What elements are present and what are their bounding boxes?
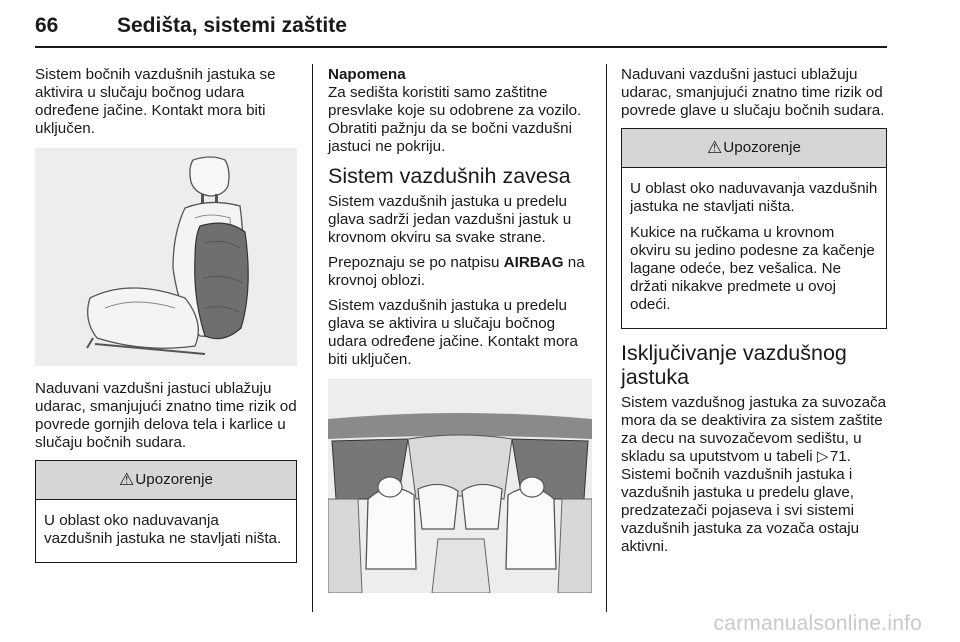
warning-text: U oblast oko naduvavanja vazdušnih jastuka ne stavljati ništa. <box>630 180 878 215</box>
airbag-keyword: AIRBAG <box>503 254 564 271</box>
seat-side-airbag-image <box>35 148 297 366</box>
paragraph: Sistem vazdušnog jastuka za suvozača mora da se deaktivira za sistem zaštite za decu na suvozačevom sedištu, u skladu sa uputstvom u tabeli ▷ 71. Sistemi bočnih vazdušnih jastuka i vazdušnih jastuka u predelu glave, predzatezači pojaseva i svi sistemi vazdušnih jastuka za vozača ostaju aktivni. <box>621 394 887 555</box>
page-reference[interactable]: 71 <box>829 448 847 465</box>
watermark: carmanualsonline.info <box>713 612 922 635</box>
warning-triangle-icon: ⚠ <box>707 138 723 157</box>
column-divider <box>606 64 607 612</box>
column-divider <box>312 64 313 612</box>
section-heading: Sistem vazdušnih zavesa <box>328 164 571 188</box>
warning-text: U oblast oko naduvavanja vazdušnih jastuka ne stavljati ništa. <box>44 512 282 547</box>
warning-body <box>622 168 886 328</box>
paragraph: Naduvani vazdušni jastuci ublažuju udarac, smanjujući znatno time rizik od povrede gornjih delova tela i karlice u slučaju bočnih sudara. <box>35 380 297 451</box>
column-3 <box>621 66 887 563</box>
warning-box <box>621 128 887 329</box>
warning-header <box>36 461 296 500</box>
header-rule <box>35 46 887 48</box>
paragraph: Sistem bočnih vazdušnih jastuka se aktivira u slučaju bočnog udara određene jačine. Kontakt mora biti uključen. <box>35 66 276 137</box>
warning-title: Upozorenje <box>135 471 213 488</box>
paragraph: Sistem vazdušnih jastuka u predelu glava se aktivira u slučaju bočnog udara određene jačine. Kontakt mora biti uključen. <box>328 297 578 368</box>
note-text: Za sedišta koristiti samo zaštitne presvlake koje su odobrene za vozilo. Obratiti pažnju da se bočni vazdušni jastuci ne pokriju. <box>328 84 582 155</box>
warning-text: Kukice na ručkama u krovnom okviru su jedino podesne za kačenje lagane odeće, bez vešalica. Ne držati nikakve predmete u ovoj odeći. <box>630 224 875 313</box>
warning-triangle-icon: ⚠ <box>119 470 135 489</box>
reference-arrow-icon: ▷ <box>816 448 829 465</box>
page-title: Sedišta, sistemi zaštite <box>117 14 347 37</box>
note-title: Napomena <box>328 66 406 83</box>
warning-header <box>622 129 886 168</box>
warning-body <box>36 500 296 562</box>
page-number: 66 <box>35 14 59 37</box>
paragraph: Naduvani vazdušni jastuci ublažuju udarac, smanjujući znatno time rizik od povrede glave u slučaju bočnih sudara. <box>621 66 885 119</box>
warning-box <box>35 460 297 563</box>
warning-title: Upozorenje <box>723 139 801 156</box>
paragraph: Prepoznaju se po natpisu AIRBAG na krovnoj oblozi. <box>328 254 585 289</box>
curtain-airbag-image <box>328 379 592 593</box>
paragraph: Sistem vazdušnih jastuka u predelu glava sadrži jedan vazdušni jastuk u krovnom okviru sa svake strane. <box>328 193 572 246</box>
page-header <box>35 8 887 46</box>
column-1 <box>35 66 297 575</box>
column-2 <box>328 66 592 593</box>
section-heading: Isključivanje vazdušnog jastuka <box>621 341 847 389</box>
